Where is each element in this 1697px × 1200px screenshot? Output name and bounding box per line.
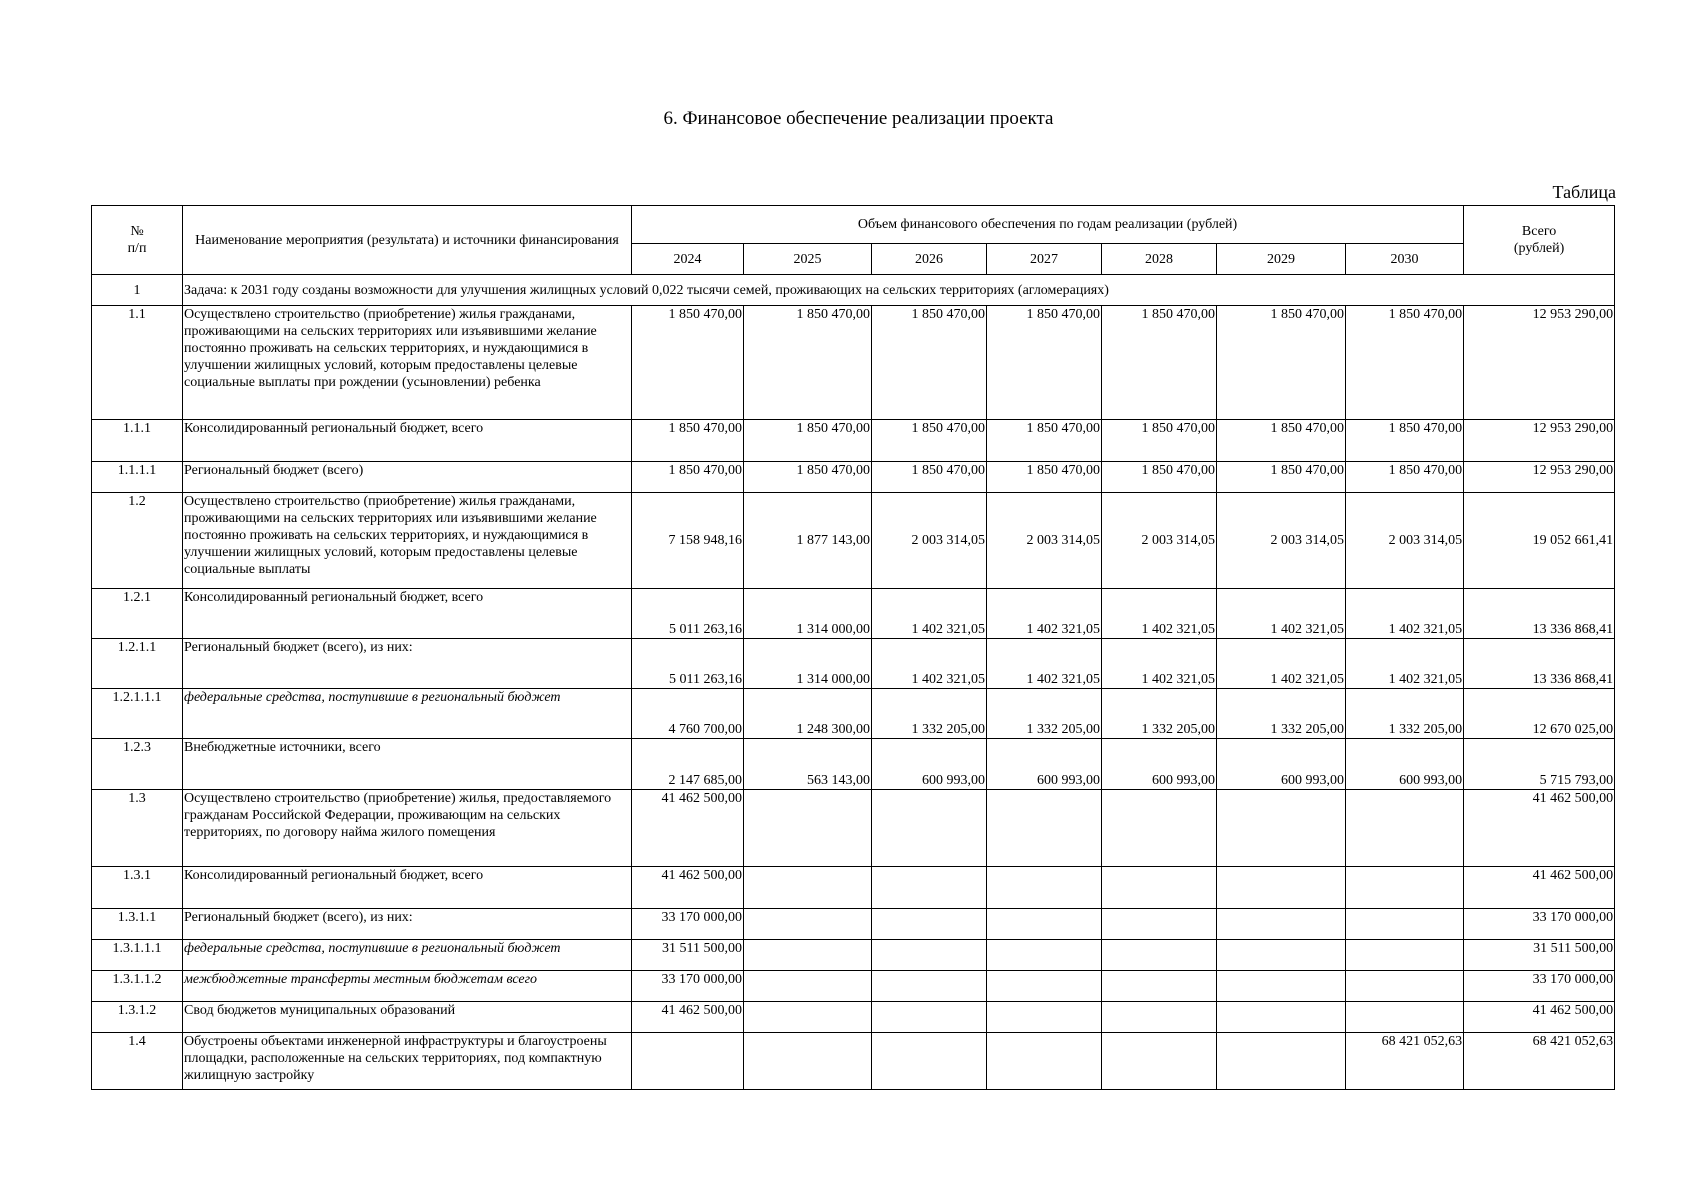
value-cell-2028 (1102, 867, 1217, 909)
value-cell-2024: 41 462 500,00 (632, 1002, 744, 1033)
value-cell-2024: 1 850 470,00 (632, 462, 744, 493)
table-row (92, 909, 1615, 940)
row-name: Осуществлено строительство (приобретение) жилья гражданами, проживающими на сельских территориях или изъявившими желание постоянно проживать на сельских территориях, и нуждающимися в улучшении жилищных условий, которым предоставлены целевые социальные выплаты (183, 493, 632, 589)
total-cell: 31 511 500,00 (1464, 940, 1615, 971)
total-cell: 12 953 290,00 (1464, 306, 1615, 420)
row-name: Осуществлено строительство (приобретение) жилья гражданами, проживающими на сельских территориях или изъявившими желание постоянно проживать на сельских территориях, и нуждающимися в улучшении жилищных условий, которым предоставлены целевые социальные выплаты при рождении (усыновлении) ребенка (183, 306, 632, 420)
value-cell-2025: 1 877 143,00 (744, 493, 872, 589)
value-cell-2029 (1217, 1002, 1346, 1033)
total-cell: 33 170 000,00 (1464, 971, 1615, 1002)
value-cell-2026 (872, 790, 987, 867)
table-caption: Таблица (1552, 182, 1616, 202)
value-cell-2026: 1 850 470,00 (872, 462, 987, 493)
value-cell-2024: 7 158 948,16 (632, 493, 744, 589)
value-cell-2029: 2 003 314,05 (1217, 493, 1346, 589)
table-row (92, 940, 1615, 971)
value-cell-2028: 600 993,00 (1102, 739, 1217, 790)
row-name: Свод бюджетов муниципальных образований (183, 1002, 632, 1033)
table-row (92, 589, 1615, 639)
value-cell-2027: 1 332 205,00 (987, 689, 1102, 739)
value-cell-2026: 600 993,00 (872, 739, 987, 790)
row-number: 1.2.1.1 (92, 639, 183, 689)
table-row (92, 971, 1615, 1002)
value-cell-2025 (744, 790, 872, 867)
row-number: 1.4 (92, 1033, 183, 1090)
value-cell-2026 (872, 1033, 987, 1090)
value-cell-2024: 5 011 263,16 (632, 589, 744, 639)
page-title: 6. Финансовое обеспечение реализации проекта (663, 108, 1054, 129)
task-row (92, 275, 1615, 306)
value-cell-2027 (987, 1033, 1102, 1090)
header-year: 2024 (632, 244, 744, 275)
row-name: Консолидированный региональный бюджет, всего (183, 867, 632, 909)
financing-table (91, 205, 1615, 1090)
header-num: № п/п (92, 206, 183, 275)
value-cell-2029 (1217, 940, 1346, 971)
value-cell-2025: 1 850 470,00 (744, 306, 872, 420)
total-cell: 12 953 290,00 (1464, 462, 1615, 493)
table-row (92, 867, 1615, 909)
total-cell: 41 462 500,00 (1464, 790, 1615, 867)
table-row (92, 639, 1615, 689)
value-cell-2025 (744, 1033, 872, 1090)
header-volume: Объем финансового обеспечения по годам реализации (рублей) (632, 206, 1464, 244)
value-cell-2028 (1102, 1002, 1217, 1033)
value-cell-2030 (1346, 1002, 1464, 1033)
header-year: 2029 (1217, 244, 1346, 275)
table-body (92, 275, 1615, 1090)
value-cell-2024: 1 850 470,00 (632, 420, 744, 462)
header-year: 2030 (1346, 244, 1464, 275)
value-cell-2027: 2 003 314,05 (987, 493, 1102, 589)
value-cell-2029 (1217, 790, 1346, 867)
total-cell: 13 336 868,41 (1464, 639, 1615, 689)
value-cell-2024: 41 462 500,00 (632, 790, 744, 867)
value-cell-2024: 41 462 500,00 (632, 867, 744, 909)
table-row (92, 420, 1615, 462)
value-cell-2025 (744, 1002, 872, 1033)
header-total: Всего (рублей) (1464, 206, 1615, 275)
total-cell: 19 052 661,41 (1464, 493, 1615, 589)
value-cell-2026: 1 850 470,00 (872, 420, 987, 462)
value-cell-2028 (1102, 940, 1217, 971)
row-name: Обустроены объектами инженерной инфраструктуры и благоустроены площадки, расположенные на сельских территориях, под компактную жилищную застройку (183, 1033, 632, 1090)
value-cell-2029: 1 850 470,00 (1217, 462, 1346, 493)
row-name: Региональный бюджет (всего) (183, 462, 632, 493)
value-cell-2029: 1 850 470,00 (1217, 420, 1346, 462)
value-cell-2030: 2 003 314,05 (1346, 493, 1464, 589)
table-row (92, 306, 1615, 420)
table-row (92, 1033, 1615, 1090)
value-cell-2029 (1217, 971, 1346, 1002)
value-cell-2027: 1 850 470,00 (987, 306, 1102, 420)
total-cell: 33 170 000,00 (1464, 909, 1615, 940)
value-cell-2026 (872, 909, 987, 940)
header-year: 2025 (744, 244, 872, 275)
value-cell-2030 (1346, 940, 1464, 971)
header-year: 2028 (1102, 244, 1217, 275)
value-cell-2025: 1 314 000,00 (744, 589, 872, 639)
table-header (92, 206, 1615, 275)
total-cell: 5 715 793,00 (1464, 739, 1615, 790)
value-cell-2028: 1 332 205,00 (1102, 689, 1217, 739)
value-cell-2028: 1 402 321,05 (1102, 639, 1217, 689)
value-cell-2029: 600 993,00 (1217, 739, 1346, 790)
value-cell-2028: 1 850 470,00 (1102, 462, 1217, 493)
row-number: 1.1 (92, 306, 183, 420)
value-cell-2027 (987, 790, 1102, 867)
value-cell-2030: 1 850 470,00 (1346, 462, 1464, 493)
row-number: 1.3.1.1 (92, 909, 183, 940)
value-cell-2027 (987, 940, 1102, 971)
value-cell-2029: 1 332 205,00 (1217, 689, 1346, 739)
value-cell-2030: 68 421 052,63 (1346, 1033, 1464, 1090)
value-cell-2029 (1217, 867, 1346, 909)
value-cell-2027 (987, 867, 1102, 909)
value-cell-2025: 1 248 300,00 (744, 689, 872, 739)
value-cell-2029: 1 402 321,05 (1217, 589, 1346, 639)
value-cell-2027: 1 850 470,00 (987, 420, 1102, 462)
value-cell-2030: 600 993,00 (1346, 739, 1464, 790)
value-cell-2030: 1 402 321,05 (1346, 589, 1464, 639)
value-cell-2026: 1 332 205,00 (872, 689, 987, 739)
task-text: Задача: к 2031 году созданы возможности для улучшения жилищных условий 0,022 тысячи семей, проживающих на сельских территориях (агломерациях) (183, 275, 1615, 306)
total-cell: 68 421 052,63 (1464, 1033, 1615, 1090)
value-cell-2026 (872, 867, 987, 909)
value-cell-2030 (1346, 867, 1464, 909)
row-number: 1.2.1 (92, 589, 183, 639)
task-num: 1 (92, 275, 183, 306)
table-row (92, 689, 1615, 739)
value-cell-2024: 1 850 470,00 (632, 306, 744, 420)
row-name: Консолидированный региональный бюджет, всего (183, 420, 632, 462)
value-cell-2024: 31 511 500,00 (632, 940, 744, 971)
value-cell-2026: 1 402 321,05 (872, 589, 987, 639)
row-number: 1.3 (92, 790, 183, 867)
row-name: межбюджетные трансферты местным бюджетам всего (183, 971, 632, 1002)
value-cell-2030: 1 850 470,00 (1346, 420, 1464, 462)
value-cell-2027: 1 402 321,05 (987, 589, 1102, 639)
value-cell-2024: 33 170 000,00 (632, 971, 744, 1002)
table-row (92, 1002, 1615, 1033)
value-cell-2024 (632, 1033, 744, 1090)
total-cell: 41 462 500,00 (1464, 867, 1615, 909)
value-cell-2028 (1102, 971, 1217, 1002)
value-cell-2025 (744, 867, 872, 909)
value-cell-2030: 1 402 321,05 (1346, 639, 1464, 689)
value-cell-2029 (1217, 909, 1346, 940)
table-row (92, 462, 1615, 493)
value-cell-2024: 5 011 263,16 (632, 639, 744, 689)
value-cell-2025: 1 850 470,00 (744, 462, 872, 493)
row-name: Региональный бюджет (всего), из них: (183, 909, 632, 940)
value-cell-2030: 1 332 205,00 (1346, 689, 1464, 739)
row-name: федеральные средства, поступившие в региональный бюджет (183, 940, 632, 971)
row-number: 1.1.1 (92, 420, 183, 462)
value-cell-2028 (1102, 909, 1217, 940)
value-cell-2025 (744, 909, 872, 940)
row-name: Осуществлено строительство (приобретение) жилья, предоставляемого гражданам Российской Федерации, проживающим на сельских территориях, по договору найма жилого помещения (183, 790, 632, 867)
table-row (92, 739, 1615, 790)
row-name: Внебюджетные источники, всего (183, 739, 632, 790)
value-cell-2024: 4 760 700,00 (632, 689, 744, 739)
value-cell-2026 (872, 1002, 987, 1033)
row-number: 1.3.1.2 (92, 1002, 183, 1033)
row-name: Региональный бюджет (всего), из них: (183, 639, 632, 689)
row-number: 1.2.1.1.1 (92, 689, 183, 739)
row-name: Консолидированный региональный бюджет, всего (183, 589, 632, 639)
value-cell-2025: 563 143,00 (744, 739, 872, 790)
value-cell-2024: 2 147 685,00 (632, 739, 744, 790)
total-cell: 12 953 290,00 (1464, 420, 1615, 462)
value-cell-2027 (987, 909, 1102, 940)
value-cell-2029 (1217, 1033, 1346, 1090)
table-row (92, 493, 1615, 589)
value-cell-2028 (1102, 790, 1217, 867)
value-cell-2030 (1346, 909, 1464, 940)
value-cell-2026: 2 003 314,05 (872, 493, 987, 589)
value-cell-2025: 1 850 470,00 (744, 420, 872, 462)
header-year: 2027 (987, 244, 1102, 275)
row-number: 1.1.1.1 (92, 462, 183, 493)
value-cell-2028: 2 003 314,05 (1102, 493, 1217, 589)
row-number: 1.2.3 (92, 739, 183, 790)
value-cell-2029: 1 850 470,00 (1217, 306, 1346, 420)
value-cell-2025: 1 314 000,00 (744, 639, 872, 689)
total-cell: 41 462 500,00 (1464, 1002, 1615, 1033)
value-cell-2026 (872, 971, 987, 1002)
value-cell-2024: 33 170 000,00 (632, 909, 744, 940)
total-cell: 13 336 868,41 (1464, 589, 1615, 639)
value-cell-2030 (1346, 790, 1464, 867)
value-cell-2030: 1 850 470,00 (1346, 306, 1464, 420)
value-cell-2028: 1 402 321,05 (1102, 589, 1217, 639)
row-number: 1.3.1 (92, 867, 183, 909)
value-cell-2028: 1 850 470,00 (1102, 420, 1217, 462)
value-cell-2027: 1 850 470,00 (987, 462, 1102, 493)
value-cell-2028 (1102, 1033, 1217, 1090)
value-cell-2027: 600 993,00 (987, 739, 1102, 790)
value-cell-2025 (744, 940, 872, 971)
row-number: 1.3.1.1.2 (92, 971, 183, 1002)
value-cell-2026 (872, 940, 987, 971)
value-cell-2026: 1 402 321,05 (872, 639, 987, 689)
value-cell-2027 (987, 971, 1102, 1002)
header-name: Наименование мероприятия (результата) и источники финансирования (183, 206, 632, 275)
header-year: 2026 (872, 244, 987, 275)
row-number: 1.3.1.1.1 (92, 940, 183, 971)
value-cell-2030 (1346, 971, 1464, 1002)
value-cell-2028: 1 850 470,00 (1102, 306, 1217, 420)
value-cell-2027 (987, 1002, 1102, 1033)
value-cell-2025 (744, 971, 872, 1002)
row-name: федеральные средства, поступившие в региональный бюджет (183, 689, 632, 739)
table-row (92, 790, 1615, 867)
row-number: 1.2 (92, 493, 183, 589)
value-cell-2026: 1 850 470,00 (872, 306, 987, 420)
value-cell-2029: 1 402 321,05 (1217, 639, 1346, 689)
total-cell: 12 670 025,00 (1464, 689, 1615, 739)
value-cell-2027: 1 402 321,05 (987, 639, 1102, 689)
